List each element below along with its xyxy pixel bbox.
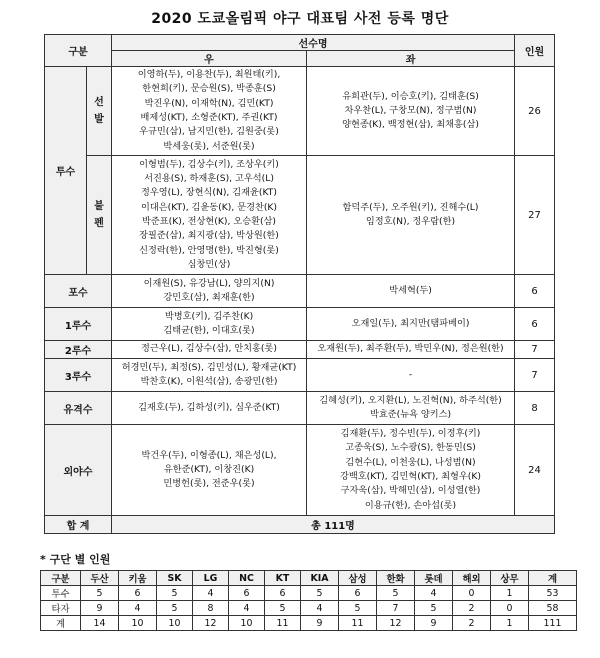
count-cell: 4 [415,586,453,601]
count-cell: 10 [119,616,157,631]
count-cell: 4 [301,601,339,616]
total-label: 합 계 [45,516,112,534]
count-header-cell: SK [157,571,193,586]
count-header-cell: 계 [529,571,577,586]
count-cell: 0 [491,601,529,616]
team-count-heading: * 구단 별 인원 [40,553,111,566]
count-cell: 5 [415,601,453,616]
count-header-cell: 두산 [81,571,119,586]
count-cell: 12 [377,616,415,631]
count-cell: 9 [301,616,339,631]
count-header-cell: KT [265,571,301,586]
count-header-cell: KIA [301,571,339,586]
third-base-count: 7 [515,359,555,392]
count-cell: 14 [81,616,119,631]
count-header-cell: LG [193,571,229,586]
count-cell: 2 [453,601,491,616]
count-cell: 5 [81,586,119,601]
header-right: 우 [112,51,307,67]
count-row-total [41,616,577,631]
header-count: 인원 [515,35,555,67]
bullpen-count: 27 [515,156,555,275]
count-cell: 1 [491,586,529,601]
second-base-right-cell: 정근우(L), 김상수(삼), 안치홍(롯) [112,341,307,359]
outfield-left-cell: 김재환(두), 정수빈(두), 이정후(키) 고종욱(S), 노수광(S), 한동민(S) 김현수(L), 이천웅(L), 나성범(N) 강백호(KT), 김민혁(KT), 최형우(K) 구자욱(삼), 박해민(삼), 이성열(한) 이용규(한), 손아섭(롯) [307,425,515,516]
count-cell: 58 [529,601,577,616]
count-cell: 계 [41,616,81,631]
count-cell: 9 [415,616,453,631]
count-header-cell: 상무 [491,571,529,586]
count-cell: 5 [157,586,193,601]
count-row-batters [41,601,577,616]
count-cell: 53 [529,586,577,601]
count-header-cell: 키움 [119,571,157,586]
starter-right-cell: 이영하(두), 이용찬(두), 최원태(키), 한현희(키), 문승원(S), 박종훈(S) 박진우(N), 이재학(N), 김민(KT) 배제성(KT), 소형준(KT), 주권(KT) 우규민(삼), 남지민(한), 김원중(롯) 박세웅(롯), 서준원(롯) [112,67,307,156]
pitcher-label: 투수 [45,67,87,275]
second-base-count: 7 [515,341,555,359]
count-cell: 9 [81,601,119,616]
first-base-label: 1루수 [45,308,112,341]
first-base-count: 6 [515,308,555,341]
count-cell: 5 [301,586,339,601]
starter-count: 26 [515,67,555,156]
shortstop-label: 유격수 [45,392,112,425]
bullpen-left-cell: 함덕주(두), 오주원(키), 진해수(L) 임정호(N), 정우람(한) [307,156,515,275]
count-cell: 6 [339,586,377,601]
catcher-count: 6 [515,275,555,308]
second-base-label: 2루수 [45,341,112,359]
shortstop-count: 8 [515,392,555,425]
count-header-cell: NC [229,571,265,586]
first-base-right-cell: 박병호(키), 김주찬(K) 김태균(한), 이대호(롯) [112,308,307,341]
count-cell: 7 [377,601,415,616]
catcher-right-cell: 이재원(S), 유강남(L), 양의지(N) 강민호(삼), 최재훈(한) [112,275,307,308]
count-header-row [41,571,577,586]
count-cell: 4 [119,601,157,616]
count-cell: 4 [229,601,265,616]
first-base-left-cell: 오재일(두), 최지만(탬파베이) [307,308,515,341]
count-cell: 2 [453,616,491,631]
total-value: 총 111명 [112,516,555,534]
count-cell: 11 [265,616,301,631]
outfield-right-cell: 박건우(두), 이형종(L), 채은성(L), 유한준(KT), 이창진(K) 민병헌(롯), 전준우(롯) [112,425,307,516]
count-cell: 5 [157,601,193,616]
catcher-left-cell: 박세혁(두) [307,275,515,308]
header-players: 선수명 [112,35,515,51]
catcher-label: 포수 [45,275,112,308]
shortstop-left-cell: 김혜성(키), 오지환(L), 노진혁(N), 하주석(한) 박효준(뉴욕 양키스) [307,392,515,425]
count-cell: 타자 [41,601,81,616]
count-header-cell: 해외 [453,571,491,586]
third-base-right-cell: 허경민(두), 최정(S), 김민성(L), 황재균(KT) 박찬호(K), 이원석(삼), 송광민(한) [112,359,307,392]
second-base-left-cell: 오재원(두), 최주환(두), 박민우(N), 정은원(한) [307,341,515,359]
count-cell: 12 [193,616,229,631]
starter-left-cell: 유희관(두), 이승호(키), 김태훈(S) 차우찬(L), 구창모(N), 정구범(N) 양현종(K), 백정현(삼), 최채흥(삼) [307,67,515,156]
header-left: 좌 [307,51,515,67]
count-cell: 5 [377,586,415,601]
roster-table [44,34,555,534]
count-cell: 111 [529,616,577,631]
header-position: 구분 [45,35,112,67]
count-cell: 6 [229,586,265,601]
count-header-cell: 구분 [41,571,81,586]
page-title: 2020 도쿄올림픽 야구 대표팀 사전 등록 명단 [151,11,449,27]
shortstop-right-cell: 김재호(두), 김하성(키), 심우준(KT) [112,392,307,425]
count-header-cell: 롯데 [415,571,453,586]
starter-label: 선 발 [87,67,112,156]
outfield-label: 외야수 [45,425,112,516]
count-cell: 6 [119,586,157,601]
team-count-table [40,570,577,631]
count-cell: 8 [193,601,229,616]
outfield-count: 24 [515,425,555,516]
count-header-cell: 한화 [377,571,415,586]
count-cell: 5 [339,601,377,616]
count-header-cell: 삼성 [339,571,377,586]
count-cell: 1 [491,616,529,631]
count-cell: 10 [229,616,265,631]
third-base-label: 3루수 [45,359,112,392]
count-cell: 6 [265,586,301,601]
count-cell: 0 [453,586,491,601]
count-row-pitchers [41,586,577,601]
bullpen-label: 불 펜 [87,156,112,275]
third-base-left-cell: - [307,359,515,392]
count-cell: 11 [339,616,377,631]
count-cell: 투수 [41,586,81,601]
count-cell: 4 [193,586,229,601]
bullpen-right-cell: 이형범(두), 김상수(키), 조상우(키) 서진용(S), 하재훈(S), 고우석(L) 정우영(L), 장현식(N), 김재윤(KT) 이대은(KT), 김윤동(K), 문경찬(K) 박준표(K), 전상현(K), 오승환(삼) 장필준(삼), 최지광(삼), 박상원(한) 신정락(한), 안영명(한), 박진형(롯) 심창민(상) [112,156,307,275]
count-cell: 5 [265,601,301,616]
count-cell: 10 [157,616,193,631]
